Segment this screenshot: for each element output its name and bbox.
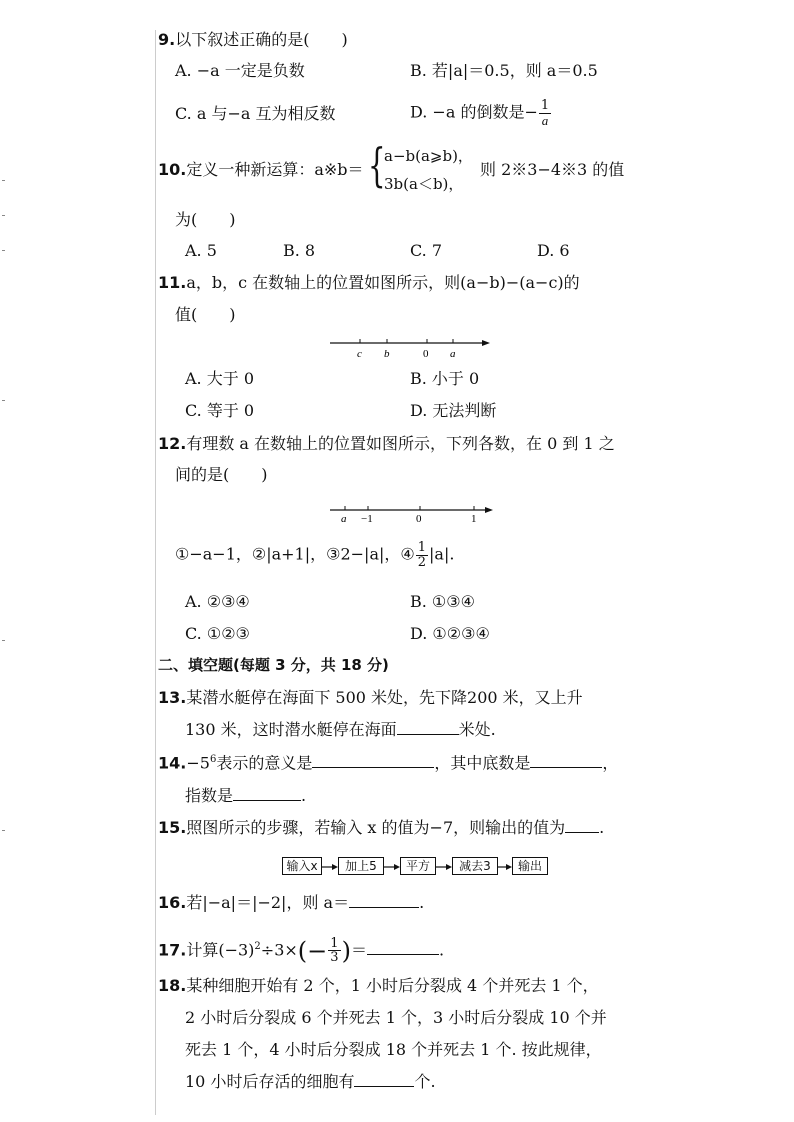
- margin-mark: [2, 830, 5, 831]
- question-12: 12.有理数 a 在数轴上的位置如图所示，下列各数，在 0 到 1 之: [158, 434, 615, 453]
- q10-option-d: D. 6: [537, 241, 570, 260]
- margin-mark: [2, 180, 5, 181]
- margin-mark: [2, 400, 5, 401]
- question-11: 11.a，b，c 在数轴上的位置如图所示，则(a−b)−(a−c)的: [158, 273, 580, 292]
- margin-mark: [2, 640, 5, 641]
- axis-label-0: 0: [416, 513, 422, 525]
- question-14: $14.-5^6$表示的意义是 ，其中底数是 ，: [158, 753, 619, 773]
- page-edge: [155, 30, 156, 1115]
- q10-case-1: a−b(a⩾b)，: [384, 147, 473, 165]
- brace: {: [368, 138, 386, 192]
- q10-option-c: C. 7: [410, 241, 443, 260]
- q11-option-c: C. 等于 0: [185, 401, 255, 420]
- axis-label-1: 1: [471, 513, 477, 525]
- q12-items: ①−a−1，②|a+1|，③2−|a|，④ $\frac{1}{2}$ |a|.: [175, 540, 455, 570]
- q11-line-2: 值( ): [175, 305, 236, 324]
- question-16: 16.若|−a|＝|−2|，则 a＝ .: [158, 893, 425, 912]
- q11-option-d: D. 无法判断: [410, 401, 497, 420]
- q18-line-2: 2 小时后分裂成 6 个并死去 1 个，3 小时后分裂成 10 个并: [185, 1008, 607, 1027]
- question-18: 18.某种细胞开始有 2 个，1 小时后分裂成 4 个并死去 1 个，: [158, 976, 599, 995]
- answer-blank[interactable]: [397, 733, 459, 735]
- q10-case-2: 3b(a＜b)，: [384, 175, 464, 193]
- axis-label-a: a: [450, 348, 456, 360]
- fraction: $\frac{1}{a}$: [540, 98, 550, 128]
- q11-option-a: A. 大于 0: [185, 369, 254, 388]
- q12-option-c: C. ①②③: [185, 624, 250, 643]
- question-13: 13.某潜水艇停在海面下 500 米处，先下降200 米，又上升: [158, 688, 583, 707]
- q14-line-2: 指数是 .: [185, 786, 307, 805]
- q10-option-b: B. 8: [283, 241, 316, 260]
- question-9: 9.以下叙述正确的是( ): [158, 30, 348, 49]
- fraction: $\frac{1}{2}$: [417, 540, 427, 570]
- flow-box-subtract3: 减去3: [452, 857, 498, 875]
- flow-box-square: 平方: [400, 857, 436, 875]
- answer-blank[interactable]: [349, 906, 419, 908]
- axis-label-a: a: [341, 513, 347, 525]
- answer-blank[interactable]: [354, 1085, 414, 1087]
- answer-blank[interactable]: [565, 831, 599, 833]
- q18-line-3: 死去 1 个，4 小时后分裂成 18 个并死去 1 个. 按此规律，: [185, 1040, 602, 1059]
- q11-number-line: [325, 333, 495, 361]
- answer-blank[interactable]: [312, 766, 434, 768]
- answer-blank[interactable]: [530, 766, 602, 768]
- flow-box-output: 输出: [512, 857, 548, 875]
- section-heading: 二、填空题(每题 3 分，共 18 分): [158, 656, 389, 674]
- margin-mark: [2, 250, 5, 251]
- axis-label-neg1: −1: [361, 513, 373, 525]
- flow-arrows: [280, 857, 520, 877]
- question-15: 15.照图所示的步骤，若输入 x 的值为−7，则输出的值为 .: [158, 818, 605, 837]
- q18-line-4: 10 小时后存活的细胞有 个.: [185, 1072, 436, 1091]
- answer-blank[interactable]: [233, 799, 301, 801]
- q10-text-end: 则 2※3−4※3 的值: [480, 160, 625, 179]
- answer-blank[interactable]: [367, 953, 439, 955]
- q11-option-b: B. 小于 0: [410, 369, 480, 388]
- q12-option-a: A. ②③④: [185, 592, 250, 611]
- fraction: $\frac{1}{3}$: [330, 935, 339, 966]
- q10-line-2: 为( ): [175, 210, 236, 229]
- q12-option-b: B. ①③④: [410, 592, 475, 611]
- q10-option-a: A. 5: [185, 241, 217, 260]
- flow-box-add5: 加上5: [338, 857, 384, 875]
- q9-option-b: B. 若|a|＝0.5，则 a＝0.5: [410, 61, 598, 80]
- axis-label-c: c: [357, 348, 362, 360]
- q13-line-2: 130 米，这时潜水艇停在海面 米处.: [185, 720, 496, 739]
- q12-line-2: 间的是( ): [175, 465, 268, 484]
- flow-box-input: 输入x: [282, 857, 322, 875]
- q12-option-d: D. ①②③④: [410, 624, 490, 643]
- q9-option-d: D. −a 的倒数是− $\frac{1}{a}$: [410, 98, 550, 128]
- q9-option-a: A. −a 一定是负数: [175, 61, 305, 80]
- q12-number-line: [325, 502, 500, 528]
- q9-option-c: C. a 与−a 互为相反数: [175, 104, 336, 123]
- axis-label-0: 0: [423, 348, 429, 360]
- question-10: 10.定义一种新运算：a※b＝: [158, 160, 364, 179]
- axis-label-b: b: [384, 348, 390, 360]
- question-17: 17.计算$(-3)^2\div 3\times(-$ $\frac{1}{3}$ )＝ .: [158, 935, 445, 966]
- margin-mark: [2, 215, 5, 216]
